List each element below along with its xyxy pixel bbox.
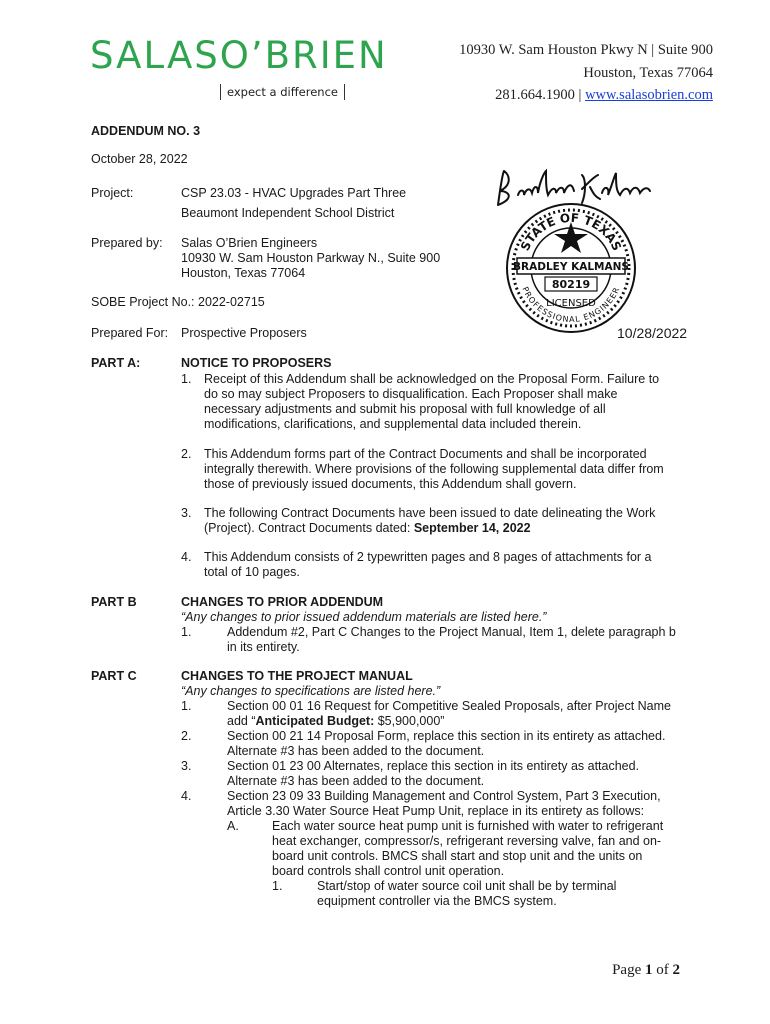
text-line: This Addendum consists of 2 typewritten pages and 8 pages of attachments for a	[204, 550, 652, 564]
text-line	[204, 521, 684, 536]
professional-engineer-seal	[503, 200, 639, 336]
text-line: heat exchanger, compressor/s, refrigerant reversing valve, fan and on-	[272, 834, 662, 848]
part-c-item-3-line-2: Alternate #3 has been added to the document.	[227, 774, 485, 788]
part-c-item-2-number: 2.	[181, 729, 192, 743]
prepared-by-name: Salas O’Brien Engineers	[181, 236, 318, 250]
company-logo: SALASO’BRIEN	[90, 34, 388, 77]
part-c-item-4-line-1: Section 23 09 33 Building Management and Control System, Part 3 Execution,	[227, 789, 661, 803]
part-c-item-1-line-1: Section 00 01 16 Request for Competitive Sealed Proposals, after Project Name	[227, 699, 671, 713]
prepared-by-street: 10930 W. Sam Houston Parkway N., Suite 900	[181, 251, 441, 265]
part-a-label: PART A:	[91, 356, 141, 370]
current-page: 1	[645, 962, 653, 978]
prepared-by-label: Prepared by:	[91, 236, 163, 250]
part-b-note: “Any changes to prior issued addendum materials are listed here.”	[181, 610, 547, 624]
seal-state-text: STATE OF TEXAS	[517, 210, 625, 253]
text-line: do so may subject Proposers to disqualification. Each Proposer shall make	[204, 387, 618, 401]
text-line: This Addendum forms part of the Contract Documents and shall be incorporated	[204, 447, 647, 461]
part-c-item-2-line-1: Section 00 21 14 Proposal Form, replace this section in its entirety as attached.	[227, 729, 666, 743]
sobe-project-number	[91, 295, 265, 310]
part-a-item-3	[204, 506, 684, 536]
seal-licensed-text: LICENSED	[546, 298, 596, 309]
prepared-for-label: Prepared For:	[91, 326, 169, 340]
part-c-note: “Any changes to specifications are listed here.”	[181, 684, 441, 698]
part-a-item-4-number: 4.	[181, 550, 192, 564]
subitem-a-text	[272, 819, 692, 879]
text-line: modifications, clarifications, and supplemental data included therein.	[204, 417, 582, 431]
part-a-item-1	[204, 372, 684, 432]
subitem-a1-line-1: Start/stop of water source coil unit shall be by terminal	[317, 879, 617, 893]
part-b-heading: CHANGES TO PRIOR ADDENDUM	[181, 595, 384, 609]
phone-number: 281.664.1900 |	[495, 87, 582, 103]
contract-documents-date: September 14, 2022	[413, 521, 531, 535]
text-line: total of 10 pages.	[204, 565, 300, 579]
text-line: integrally therewith. Where provisions of the following supplemental data differ from	[204, 462, 664, 476]
sobe-value: 2022-02715	[198, 295, 265, 309]
total-pages: 2	[672, 962, 680, 978]
address-line-2: Houston, Texas 77064	[583, 65, 713, 81]
part-c-item-3-line-1: Section 01 23 00 Alternates, replace this section in its entirety as attached.	[227, 759, 640, 773]
subitem-a1-number: 1.	[272, 879, 283, 893]
part-c-item-4-line-2: Article 3.30 Water Source Heat Pump Unit, replace in its entirety as follows:	[227, 804, 645, 818]
text-line: The following Contract Documents have been issued to date delineating the Work	[204, 506, 656, 520]
prepared-for-value: Prospective Proposers	[181, 326, 307, 340]
document-date: October 28, 2022	[91, 152, 188, 166]
text-line: Receipt of this Addendum shall be acknowledged on the Proposal Form. Failure to	[204, 372, 660, 386]
contact-line	[495, 87, 713, 104]
website-link[interactable]: www.salasobrien.com	[585, 87, 713, 103]
part-a-heading: NOTICE TO PROPOSERS	[181, 356, 332, 370]
text-line: those of previously issued documents, this Addendum shall govern.	[204, 477, 577, 491]
text-line: board controls shall control unit operation.	[272, 864, 505, 878]
seal-profession-text: PROFESSIONAL ENGINEER	[520, 285, 622, 325]
part-c-item-1-number: 1.	[181, 699, 192, 713]
project-owner: Beaumont Independent School District	[181, 206, 395, 220]
addendum-title: ADDENDUM NO. 3	[91, 124, 201, 138]
address-line-1: 10930 W. Sam Houston Pkwy N | Suite 900	[459, 42, 713, 58]
part-c-item-4-number: 4.	[181, 789, 192, 803]
subitem-a-label: A.	[227, 819, 239, 833]
subitem-a1-line-2: equipment controller via the BMCS system.	[317, 894, 557, 908]
part-b-label: PART B	[91, 595, 137, 609]
text-line: board unit controls. BMCS shall start and stop unit and the units on	[272, 849, 643, 863]
part-a-item-4	[204, 550, 684, 580]
anticipated-budget-value: $5,900,000”	[374, 714, 445, 728]
part-a-item-2	[204, 447, 684, 492]
text-line: necessary adjustments and submit his proposal with full knowledge of all	[204, 402, 606, 416]
part-a-item-1-number: 1.	[181, 372, 192, 386]
project-label: Project:	[91, 186, 134, 200]
page-number	[612, 962, 680, 979]
contract-dates-label: (Project). Contract Documents dated:	[204, 521, 414, 535]
company-tagline: expect a difference	[220, 84, 345, 100]
seal-engineer-name: BRADLEY KALMANS	[513, 261, 629, 273]
part-b-item-1-line-1: Addendum #2, Part C Changes to the Project Manual, Item 1, delete paragraph b	[227, 625, 676, 639]
seal-license-number: 80219	[551, 278, 591, 291]
part-c-item-2-line-2: Alternate #3 has been added to the document.	[227, 744, 485, 758]
seal-signed-date: 10/28/2022	[617, 325, 688, 341]
anticipated-budget-label: Anticipated Budget:	[255, 714, 375, 728]
part-c-label: PART C	[91, 669, 137, 683]
part-c-item-1-line-2	[227, 714, 444, 729]
page-of: of	[652, 962, 673, 978]
text-span: add “	[227, 714, 256, 728]
prepared-by-city: Houston, Texas 77064	[181, 266, 306, 280]
part-c-item-3-number: 3.	[181, 759, 192, 773]
part-b-item-1-number: 1.	[181, 625, 192, 639]
sobe-label: SOBE Project No.:	[91, 295, 195, 309]
text-line: Each water source heat pump unit is furnished with water to refrigerant	[272, 819, 664, 833]
part-c-heading: CHANGES TO THE PROJECT MANUAL	[181, 669, 413, 683]
project-name: CSP 23.03 - HVAC Upgrades Part Three	[181, 186, 407, 200]
part-a-item-2-number: 2.	[181, 447, 192, 461]
part-b-item-1-line-2: in its entirety.	[227, 640, 300, 654]
page-prefix: Page	[612, 962, 645, 978]
part-a-item-3-number: 3.	[181, 506, 192, 520]
